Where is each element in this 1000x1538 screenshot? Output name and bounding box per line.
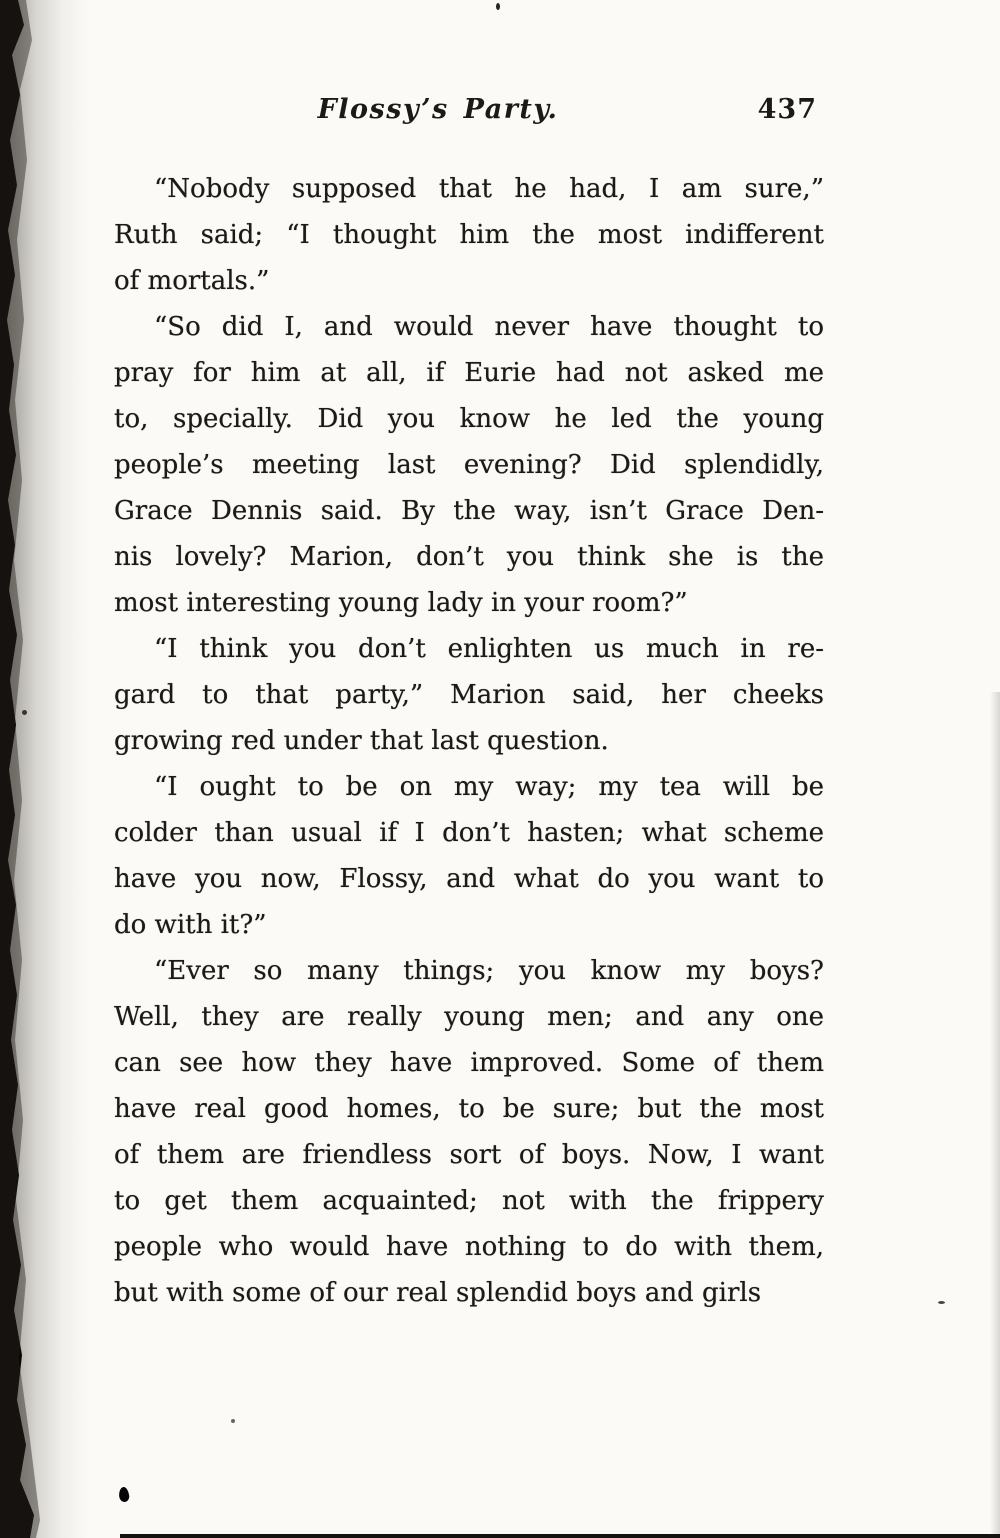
text-line: of them are friendless sort of boys. Now, I want bbox=[114, 1140, 824, 1170]
text-line: “Ever so many things; you know my boys? bbox=[154, 956, 824, 986]
running-title: Flossy’s Party. bbox=[317, 94, 559, 125]
text-line: most interesting young lady in your room?” bbox=[114, 588, 688, 618]
paragraph bbox=[114, 764, 824, 948]
text-line: Ruth said; “I thought him the most indifferent bbox=[114, 220, 824, 250]
text-line: to get them acquainted; not with the frippery bbox=[114, 1186, 824, 1216]
text-line: “I think you don’t enlighten us much in re- bbox=[154, 634, 824, 664]
text-line: have you now, Flossy, and what do you want to bbox=[114, 864, 824, 894]
text-line: but with some of our real splendid boys and girls bbox=[114, 1278, 762, 1308]
text-line: “Nobody supposed that he had, I am sure,” bbox=[154, 174, 824, 204]
text-line: people who would have nothing to do with them, bbox=[114, 1232, 824, 1262]
text-line: “So did I, and would never have thought to bbox=[154, 312, 824, 342]
scan-bottom-edge bbox=[120, 1534, 1000, 1538]
scan-shadow-right bbox=[990, 692, 1000, 1538]
page-header bbox=[115, 94, 821, 134]
text-line: of mortals.” bbox=[114, 266, 270, 296]
ink-blot bbox=[118, 1486, 130, 1502]
text-line: people’s meeting last evening? Did splendidly, bbox=[114, 450, 824, 480]
text-line: can see how they have improved. Some of them bbox=[114, 1048, 824, 1078]
text-line: pray for him at all, if Eurie had not asked me bbox=[114, 358, 824, 388]
scan-speck bbox=[231, 1419, 235, 1423]
text-line: nis lovely? Marion, don’t you think she is the bbox=[114, 542, 824, 572]
page-number: 437 bbox=[757, 94, 817, 125]
text-line: “I ought to be on my way; my tea will be bbox=[154, 772, 824, 802]
scan-speck bbox=[22, 710, 27, 715]
text-line: gard to that party,” Marion said, her cheeks bbox=[114, 680, 824, 710]
paragraph bbox=[114, 948, 824, 1316]
text-line: do with it?” bbox=[114, 910, 267, 940]
paragraph bbox=[114, 304, 824, 626]
paragraph bbox=[114, 626, 824, 764]
scan-black-edge bbox=[0, 0, 45, 1538]
scan-speck bbox=[496, 3, 500, 10]
text-line: Grace Dennis said. By the way, isn’t Grace Den- bbox=[114, 496, 824, 526]
text-line: colder than usual if I don’t hasten; what scheme bbox=[114, 818, 824, 848]
text-line: to, specially. Did you know he led the young bbox=[114, 404, 824, 434]
paragraph bbox=[114, 166, 824, 304]
text-line: have real good homes, to be sure; but the most bbox=[114, 1094, 824, 1124]
scan-speck bbox=[938, 1301, 945, 1304]
text-line: Well, they are really young men; and any one bbox=[114, 1002, 824, 1032]
text-block bbox=[114, 166, 824, 1316]
text-line: growing red under that last question. bbox=[114, 726, 609, 756]
